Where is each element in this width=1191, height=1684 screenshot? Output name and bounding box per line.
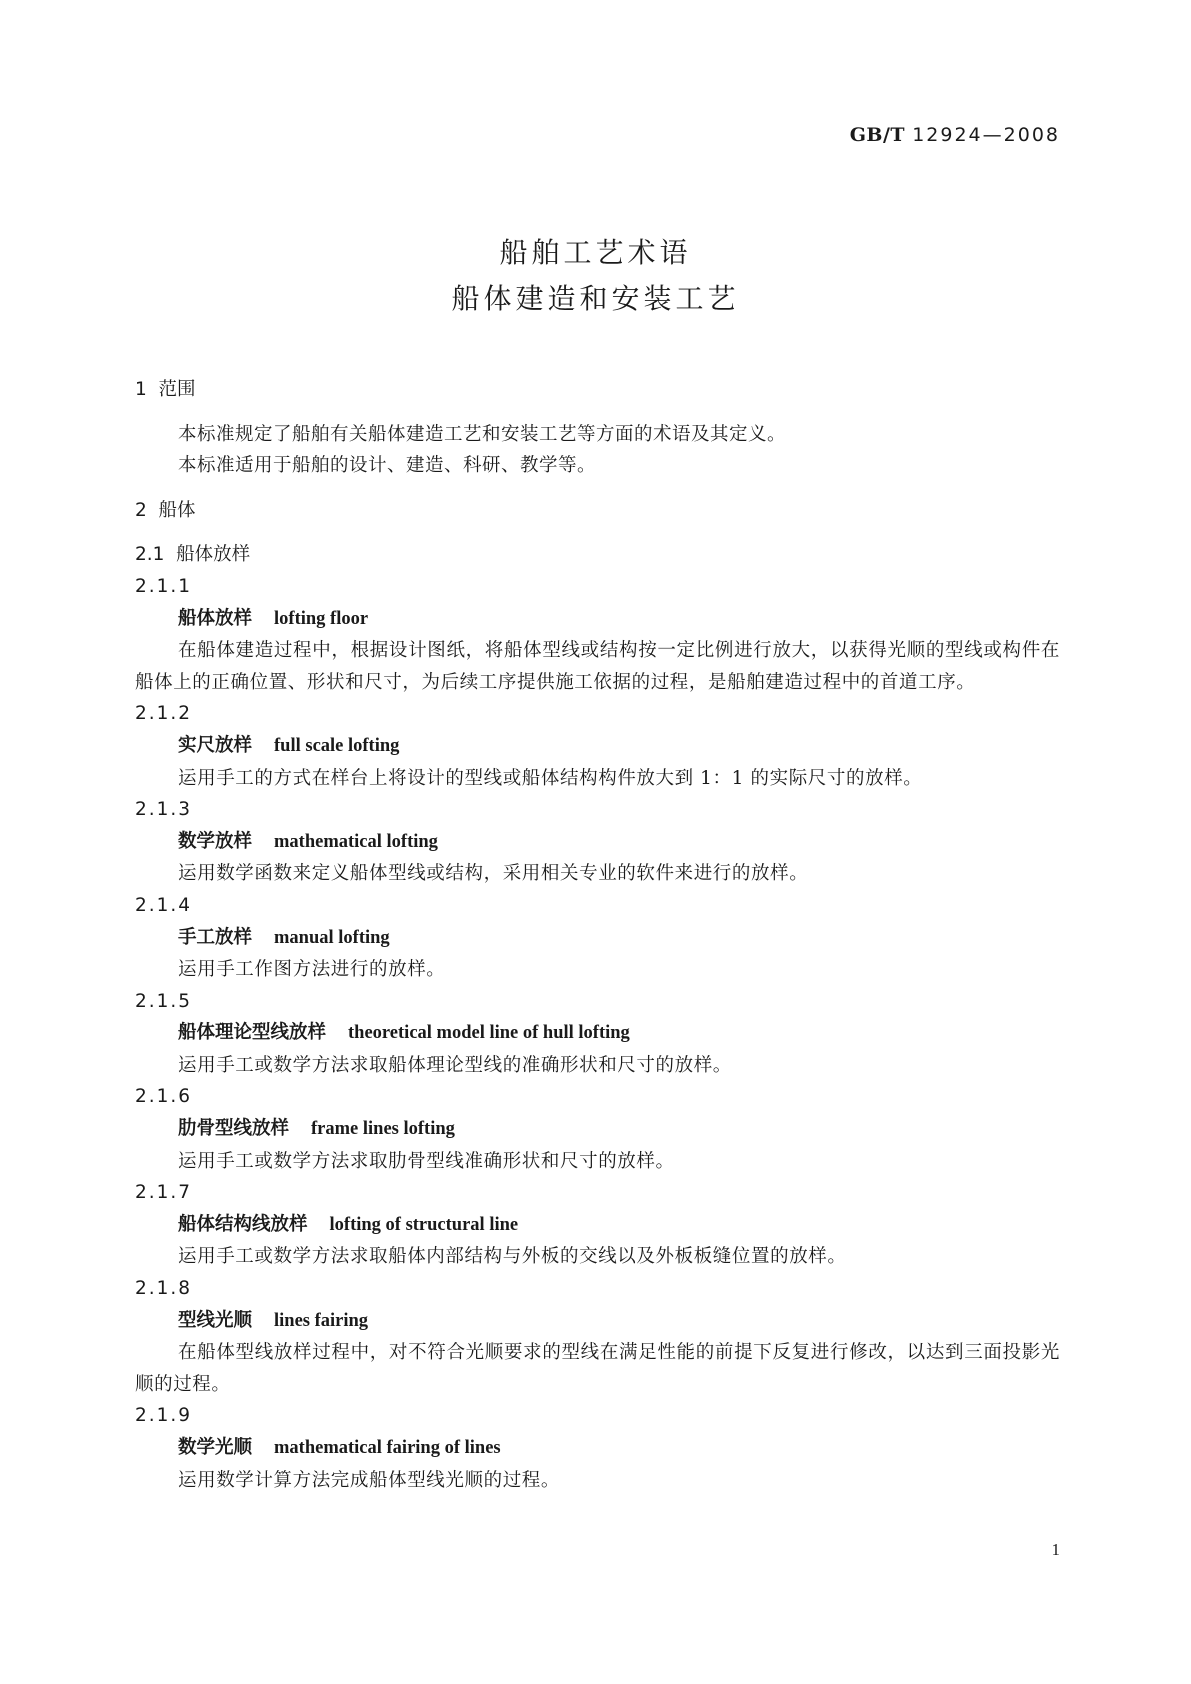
document-subtitle: 船体建造和安装工艺 [451, 282, 740, 315]
term-definition: 运用数学函数来定义船体型线或结构，采用相关专业的软件来进行的放样。 [178, 863, 809, 885]
term-title [135, 922, 1060, 955]
scope-paragraph-2: 本标准适用于船舶的设计、建造、科研、教学等。 [178, 455, 597, 477]
term-cn: 手工放样 [178, 926, 253, 948]
code-number: 12924—2008 [912, 124, 1060, 146]
term-number: 2.1.9 [135, 1405, 193, 1427]
term-entry [135, 1400, 1060, 1496]
term-cn: 肋骨型线放样 [178, 1118, 290, 1140]
term-number: 2.1.8 [135, 1278, 193, 1300]
term-en: mathematical lofting [274, 831, 438, 852]
term-entry [135, 1273, 1060, 1400]
term-cn: 船体放样 [178, 607, 253, 629]
term-en: theoretical model line of hull lofting [348, 1023, 630, 1044]
term-definition: 运用手工或数学方法求取船体理论型线的准确形状和尺寸的放样。 [178, 1054, 732, 1076]
term-en: mathematical fairing of lines [274, 1438, 501, 1458]
term-definition: 运用手工的方式在样台上将设计的型线或船体结构构件放大到 1：1 的实际尺寸的放样。 [178, 767, 923, 789]
term-cn: 数学放样 [178, 830, 253, 852]
term-definition: 运用手工或数学方法求取船体内部结构与外板的交线以及外板板缝位置的放样。 [178, 1246, 847, 1268]
term-definition: 在船体建造过程中，根据设计图纸，将船体型线或结构按一定比例进行放大，以获得光顺的型线或构件在船体上的正确位置、形状和尺寸，为后续工序提供施工依据的过程，是船舶建造过程中的首道工序。 [135, 640, 1060, 693]
standard-code [850, 124, 1060, 146]
term-definition: 运用数学计算方法完成船体型线光顺的过程。 [178, 1469, 561, 1491]
term-number: 2.1.3 [135, 799, 193, 821]
document-body [135, 374, 1060, 1496]
term-definition: 运用手工作图方法进行的放样。 [178, 959, 446, 981]
section-heading-hull: 2 船体 [135, 499, 196, 521]
term-cn: 船体结构线放样 [178, 1213, 308, 1235]
term-number: 2.1.4 [135, 894, 193, 916]
scope-paragraph-1: 本标准规定了船舶有关船体建造工艺和安装工艺等方面的术语及其定义。 [178, 423, 787, 445]
term-en: manual lofting [274, 927, 390, 948]
term-title [135, 730, 1060, 763]
term-cn: 实尺放样 [178, 734, 253, 756]
term-entry [135, 1177, 1060, 1273]
term-definition: 在船体型线放样过程中，对不符合光顺要求的型线在满足性能的前提下反复进行修改，以达到三面投影光顺的过程。 [135, 1342, 1060, 1395]
term-number: 2.1.5 [135, 990, 193, 1012]
term-entry [135, 986, 1060, 1082]
term-number: 2.1.2 [135, 703, 193, 725]
document-title: 船舶工艺术语 [499, 236, 692, 269]
section-heading-hull-lofting: 2.1 船体放样 [135, 544, 251, 566]
term-en: frame lines lofting [311, 1119, 455, 1140]
term-title [135, 1017, 1060, 1050]
term-number: 2.1.7 [135, 1182, 193, 1204]
term-en: lofting floor [274, 608, 369, 629]
term-number: 2.1.1 [135, 575, 193, 597]
term-title [135, 603, 1060, 636]
term-entry [135, 1081, 1060, 1177]
section-heading-scope: 1 范围 [135, 379, 196, 400]
term-en: full scale lofting [274, 735, 400, 756]
term-title [135, 826, 1060, 859]
term-definition: 运用手工或数学方法求取肋骨型线准确形状和尺寸的放样。 [178, 1150, 675, 1172]
term-cn: 船体理论型线放样 [178, 1022, 327, 1044]
term-title [135, 1113, 1060, 1146]
term-number: 2.1.6 [135, 1086, 193, 1108]
term-cn: 型线光顺 [178, 1309, 253, 1331]
code-prefix: GB/T [849, 124, 906, 146]
term-entry [135, 698, 1060, 794]
page-number: 1 [1051, 1540, 1060, 1559]
term-title [135, 1209, 1060, 1242]
term-title [135, 1305, 1060, 1338]
term-entry [135, 794, 1060, 890]
term-cn: 数学光顺 [178, 1437, 253, 1458]
term-entry [135, 571, 1060, 698]
term-entry [135, 890, 1060, 986]
term-title [135, 1432, 1060, 1465]
term-en: lofting of structural line [329, 1214, 519, 1235]
term-en: lines fairing [274, 1310, 369, 1331]
